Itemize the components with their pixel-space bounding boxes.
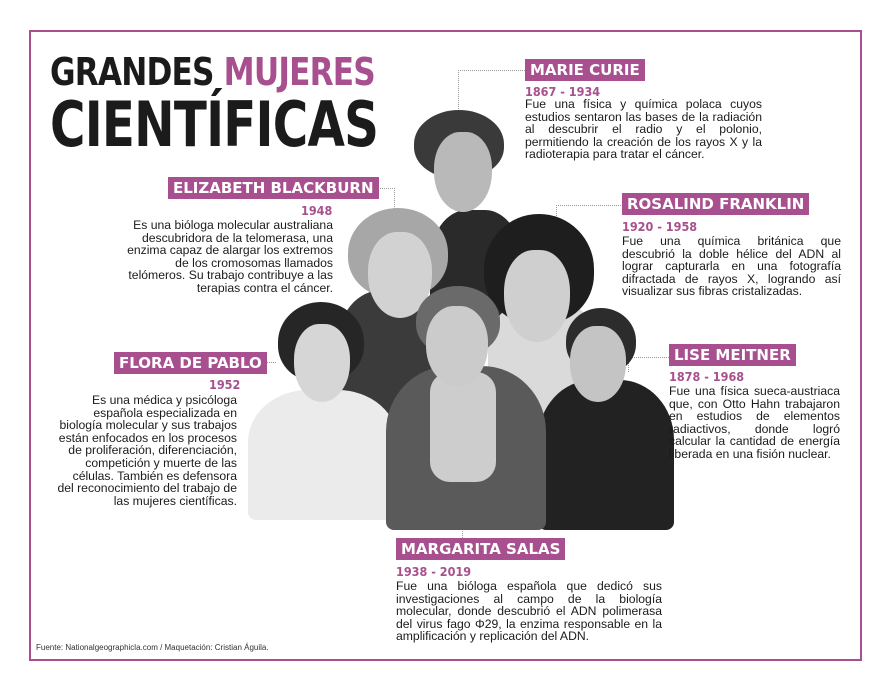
connector-curie — [458, 70, 525, 111]
franklin-description: Fue una química británica que descubrió la doble hélice del ADN al lograr capturarla en una fotografía difractada de rayos X, logrando así visualizar sus fibras cristalizadas. — [622, 234, 841, 299]
curie-face — [434, 132, 492, 212]
pablo-face — [294, 324, 350, 402]
curie-description: Fue una física y química polaca cuyos estudios sentaron las bases de la radiación al descubrir el radio y el polonio, permitiendo la creación de los rayos X y la radioterapia para tratar el cáncer. — [525, 97, 762, 162]
franklin-face — [504, 250, 570, 342]
pablo-description: Es una médica y psicóloga española especializada en biología molecular y sus trabajos están enfocados en los procesos de proliferación, diferenciación, competición y muerte de las células. También es defensora del reconocimiento del trabajo de las mujeres científicas. — [57, 393, 237, 508]
salas-years: 1938 - 2019 — [396, 564, 472, 579]
curie-years: 1867 - 1934 — [525, 84, 601, 99]
curie-name-tag: MARIE CURIE — [525, 59, 645, 81]
salas-name-tag: MARGARITA SALAS — [396, 538, 565, 560]
blackburn-years: 1948 — [301, 203, 333, 218]
pablo-name-tag: FLORA DE PABLO — [114, 352, 267, 374]
salas-face — [426, 306, 488, 386]
meitner-description: Fue una física sueca-austriaca que, con Otto Hahn trabajaron en estudios de elementos radiactivos, donde logró calcular la cantidad de energía liberada en una fisión nuclear. — [669, 384, 840, 461]
meitner-years: 1878 - 1968 — [669, 369, 745, 384]
title-line-2: CIENTÍFICAS — [50, 88, 379, 161]
meitner-face — [570, 326, 626, 402]
franklin-years: 1920 - 1958 — [622, 219, 698, 234]
portrait-group — [248, 110, 678, 530]
title-word-mujeres: MUJERES — [223, 50, 375, 94]
salas-description: Fue una bióloga española que dedicó sus investigaciones al campo de la biología molecular, donde descubrió el ADN polimerasa del virus fago Φ29, la enzima responsable en la amplificación y replicación del ADN. — [396, 579, 662, 644]
salas-scarf — [430, 372, 496, 482]
source-credit: Fuente: Nationalgeographicla.com / Maquetación: Cristian Águila. — [36, 643, 269, 652]
pablo-years: 1952 — [209, 377, 241, 392]
pablo-body — [248, 390, 398, 520]
blackburn-description: Es una bióloga molecular australiana descubridora de la telomerasa, una enzima capaz de alargar los extremos de los cromosomas llamados telómeros. Su trabajo contribuye a las terapias contra el cáncer. — [127, 218, 333, 295]
meitner-body — [538, 380, 674, 530]
blackburn-name-tag: ELIZABETH BLACKBURN — [168, 177, 379, 199]
meitner-name-tag: LISE MEITNER — [669, 344, 796, 366]
title-word-grandes: GRANDES — [50, 50, 214, 94]
franklin-name-tag: ROSALIND FRANKLIN — [622, 193, 809, 215]
